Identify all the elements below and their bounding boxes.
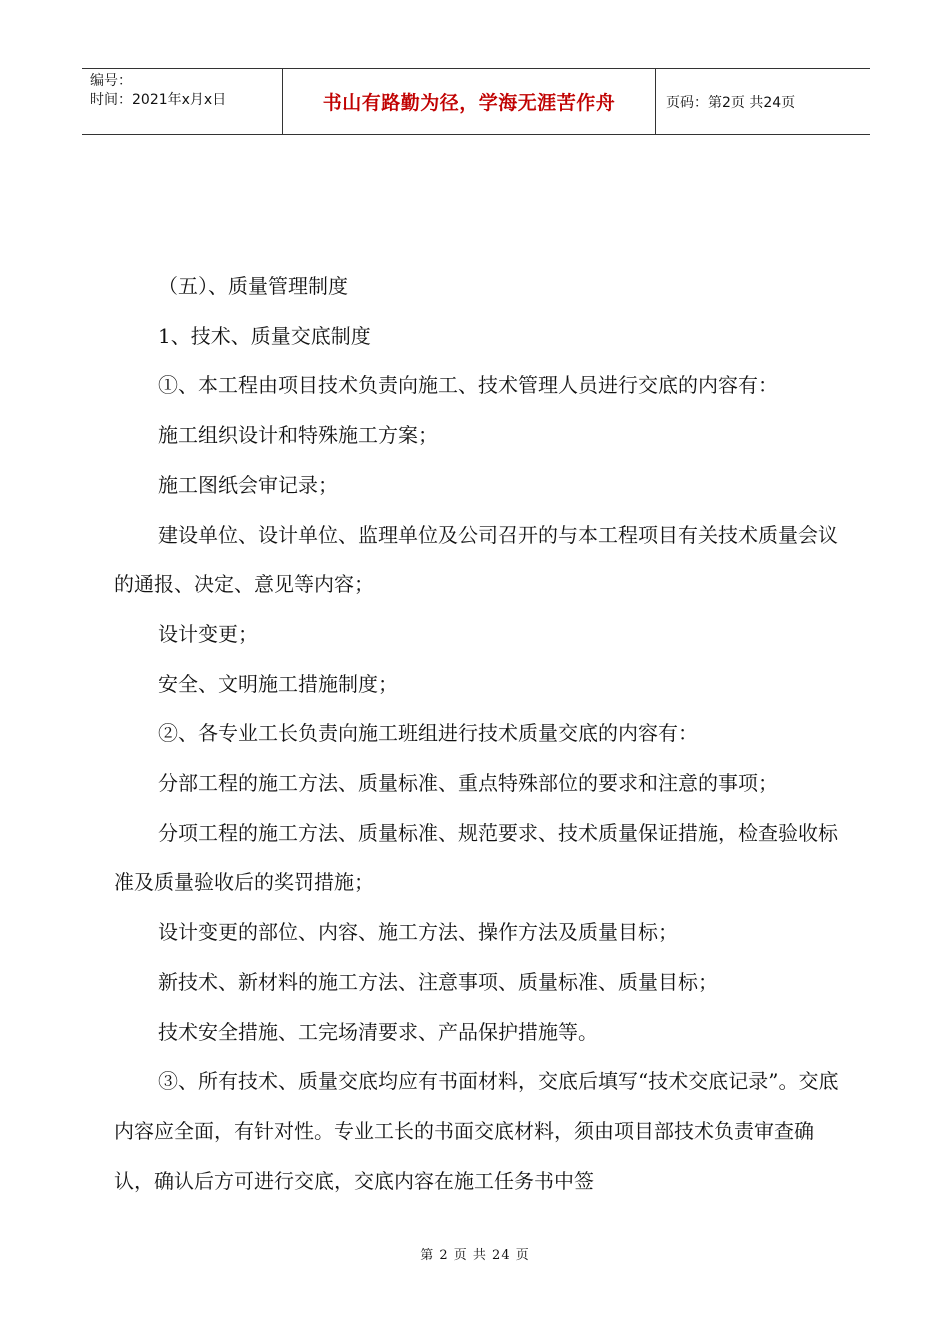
paragraph: 安全、文明施工措施制度； (158, 671, 398, 696)
paragraph: 施工图纸会审记录； (158, 472, 338, 497)
paragraph: ②、各专业工长负责向施工班组进行技术质量交底的内容有： (158, 721, 698, 746)
paragraph: 建设单位、设计单位、监理单位及公司召开的与本工程项目有关技术质量会议的通报、决定、意见等内容； (114, 522, 838, 597)
section-heading: （五）、质量管理制度 (158, 274, 348, 298)
header-page-info: 页码：第2页 共24页 (666, 94, 796, 111)
header-meta (82, 69, 283, 134)
document-number-label: 编号： (90, 73, 132, 89)
header-motto: 书山有路勤为径，学海无涯苦作舟 (283, 69, 656, 134)
page-footer: 第 2 页 共 24 页 (420, 1248, 530, 1263)
page-header (82, 68, 870, 135)
paragraph: 设计变更的部位、内容、施工方法、操作方法及质量目标； (158, 920, 678, 945)
paragraph: 新技术、新材料的施工方法、注意事项、质量标准、质量目标； (158, 969, 718, 994)
paragraph: ③、所有技术、质量交底均应有书面材料，交底后填写“技术交底记录”。交底内容应全面，有针对性。专业工长的书面交底材料，须由项目部技术负责审查确认，确认后方可进行交底，交底内容在施工任务书中签 (114, 1069, 839, 1193)
paragraph: 设计变更； (158, 621, 258, 646)
document-body (114, 262, 840, 1206)
paragraph: 施工组织设计和特殊施工方案； (158, 423, 438, 448)
subsection-heading: 1、技术、质量交底制度 (158, 323, 371, 348)
paragraph: 分项工程的施工方法、质量标准、规范要求、技术质量保证措施，检查验收标准及质量验收后的奖罚措施； (114, 820, 838, 895)
paragraph: 分部工程的施工方法、质量标准、重点特殊部位的要求和注意的事项； (158, 771, 778, 796)
document-time: 时间：2021年x月x日 (90, 92, 227, 108)
paragraph: 技术安全措施、工完场清要求、产品保护措施等。 (158, 1019, 598, 1044)
paragraph: ①、本工程由项目技术负责向施工、技术管理人员进行交底的内容有： (158, 373, 778, 398)
